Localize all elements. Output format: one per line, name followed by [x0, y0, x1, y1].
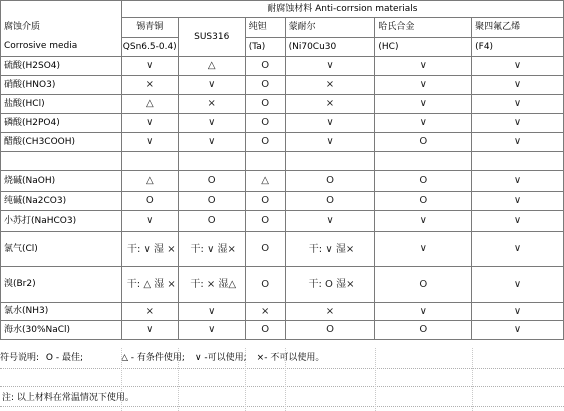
rating-value: ∨ — [146, 60, 154, 71]
rating-value: O — [419, 278, 428, 290]
col-header-4: 蒙耐尔 — [285, 18, 375, 38]
media-name-cell — [1, 232, 122, 267]
rating-cell — [472, 192, 564, 211]
rating-value: ∨ — [208, 305, 216, 317]
rating-value: O — [419, 175, 428, 186]
rating-value: × — [145, 79, 154, 90]
media-name-cell — [1, 76, 122, 95]
media-header-en: Corrosive media — [4, 41, 78, 52]
legend-item-conditional: △ - 有条件使用; — [121, 353, 185, 363]
rating-value: O — [261, 117, 270, 128]
rating-cell — [375, 133, 472, 152]
rating-cell — [178, 114, 245, 133]
rating-cell — [121, 76, 178, 95]
table-row — [1, 152, 564, 171]
rating-value: ∨ — [513, 98, 522, 109]
rating-value: ∨ — [419, 117, 427, 128]
rating-value: ∨ — [208, 136, 216, 147]
media-name-cell — [1, 133, 122, 152]
rating-value: ∨ — [326, 215, 334, 226]
rating-value: O — [419, 195, 428, 206]
rating-cell — [472, 303, 564, 321]
rating-cell — [178, 95, 245, 114]
rating-cell — [375, 321, 472, 340]
materials-title-cell — [121, 1, 563, 18]
rating-cell — [472, 267, 564, 303]
media-cn-cell — [1, 18, 122, 38]
rating-value: ∨ — [513, 215, 522, 226]
media-name-cell — [1, 192, 122, 211]
media-name: 溴(Br2) — [4, 279, 36, 289]
col-sub-1: QSn6.5-0.4) — [121, 38, 178, 57]
rating-cell — [245, 321, 285, 340]
rating-value: △ — [145, 98, 154, 109]
rating-cell — [245, 303, 285, 321]
rating-cell — [472, 232, 564, 267]
grid-line — [0, 368, 564, 369]
rating-cell — [245, 133, 285, 152]
rating-cell — [285, 321, 375, 340]
grid-line — [0, 386, 564, 387]
rating-cell — [178, 211, 245, 232]
rating-value: O — [261, 324, 270, 335]
rating-value: 干: ∨ 湿× — [308, 243, 355, 255]
rating-value: × — [325, 98, 335, 109]
header-blank-cell — [1, 1, 122, 18]
grid-line — [245, 348, 246, 411]
media-name: 烧碱(NaOH) — [4, 175, 56, 186]
media-name-cell — [1, 95, 122, 114]
rating-cell — [245, 211, 285, 232]
rating-value: ∨ — [146, 136, 154, 147]
rating-cell — [121, 114, 178, 133]
rating-value: 干: ∨ 湿× — [190, 243, 236, 255]
rating-value: ∨ — [208, 324, 216, 335]
rating-cell — [285, 114, 375, 133]
media-name-cell — [1, 152, 122, 171]
rating-cell — [178, 57, 245, 76]
rating-value: × — [325, 79, 335, 90]
rating-cell — [285, 171, 375, 192]
rating-cell — [285, 211, 375, 232]
table-row — [1, 171, 564, 192]
rating-cell — [121, 192, 178, 211]
rating-cell — [285, 192, 375, 211]
media-name: 氯气(Cl) — [4, 243, 38, 254]
rating-cell — [245, 95, 285, 114]
legend-item-best: O - 最佳; — [45, 353, 83, 363]
rating-value: O — [261, 98, 270, 109]
table-row — [1, 76, 564, 95]
rating-value: ∨ — [419, 243, 427, 254]
col-header-3: 纯钽 — [245, 18, 285, 38]
rating-value: 干: × 湿△ — [190, 279, 237, 290]
rating-cell — [121, 57, 178, 76]
rating-cell — [472, 133, 564, 152]
rating-cell — [121, 232, 178, 267]
rating-cell — [178, 171, 245, 192]
rating-value: O — [326, 324, 334, 335]
rating-cell — [375, 57, 472, 76]
rating-value: × — [260, 305, 270, 317]
media-name-cell — [1, 321, 122, 340]
media-name-cell — [1, 303, 122, 321]
rating-value: ∨ — [326, 117, 334, 128]
table-row — [1, 267, 564, 303]
rating-value: ∨ — [419, 60, 427, 71]
rating-cell — [285, 303, 375, 321]
rating-value: O — [261, 215, 270, 226]
rating-cell — [178, 303, 245, 321]
rating-cell — [375, 303, 472, 321]
legend-item-not-usable: ×- 不可以使用。 — [256, 353, 325, 363]
rating-value: O — [326, 195, 334, 206]
rating-cell — [245, 171, 285, 192]
table-row — [1, 114, 564, 133]
grid-line — [375, 348, 376, 411]
col-sub-5: (HC) — [375, 38, 472, 57]
rating-value: O — [207, 195, 216, 206]
grid-line — [0, 406, 564, 407]
rating-value: ∨ — [513, 175, 522, 186]
rating-value: O — [261, 195, 270, 206]
media-name-cell — [1, 57, 122, 76]
rating-value: 干: △ 湿 × — [126, 279, 176, 290]
rating-cell — [178, 267, 245, 303]
rating-value: ∨ — [513, 305, 522, 317]
rating-value: ∨ — [146, 117, 154, 128]
rating-value: O — [207, 215, 216, 226]
rating-value: 干: ∨ 湿 × — [126, 243, 176, 255]
media-name: 盐酸(HCl) — [4, 98, 45, 109]
rating-cell — [285, 152, 375, 171]
rating-value: ∨ — [208, 117, 216, 128]
rating-value: O — [419, 136, 428, 147]
rating-cell — [285, 57, 375, 76]
rating-cell — [285, 267, 375, 303]
rating-value: ∨ — [513, 278, 522, 290]
rating-cell — [245, 192, 285, 211]
table-row — [1, 192, 564, 211]
rating-cell — [245, 232, 285, 267]
rating-value: ∨ — [419, 215, 427, 226]
media-name: 硝酸(HNO3) — [4, 79, 56, 90]
rating-cell — [472, 57, 564, 76]
media-name-cell — [1, 211, 122, 232]
media-name: 氯水(NH3) — [4, 306, 49, 316]
rating-value: O — [419, 324, 428, 335]
media-name: 纯碱(Na2CO3) — [4, 195, 67, 206]
legend-item-usable: ∨ -可以使用; — [194, 353, 247, 363]
rating-cell — [375, 114, 472, 133]
rating-cell — [121, 267, 178, 303]
rating-value: 干: O 湿× — [308, 279, 355, 290]
grid-line — [178, 348, 179, 411]
media-name-cell — [1, 114, 122, 133]
col-header-5: 哈氏合金 — [375, 18, 472, 38]
rating-cell — [245, 267, 285, 303]
rating-value: ∨ — [419, 79, 427, 90]
rating-cell — [245, 76, 285, 95]
rating-value: ∨ — [146, 215, 154, 226]
rating-value: O — [261, 243, 270, 254]
table-row — [1, 133, 564, 152]
rating-cell — [178, 76, 245, 95]
rating-value: ∨ — [513, 243, 522, 254]
table-row — [1, 95, 564, 114]
rating-cell — [121, 152, 178, 171]
rating-value: △ — [207, 60, 216, 71]
rating-cell — [375, 152, 472, 171]
rating-cell — [472, 321, 564, 340]
legend-label: 符号说明: — [0, 353, 42, 363]
rating-cell — [472, 171, 564, 192]
rating-cell — [375, 211, 472, 232]
rating-value: ∨ — [513, 60, 522, 71]
rating-cell — [178, 152, 245, 171]
rating-cell — [178, 192, 245, 211]
rating-value: ∨ — [513, 117, 522, 128]
grid-line — [472, 348, 473, 411]
rating-cell — [178, 321, 245, 340]
table-row — [1, 321, 564, 340]
rating-cell — [121, 321, 178, 340]
rating-value: O — [261, 60, 270, 71]
rating-value: ∨ — [326, 60, 334, 71]
rating-cell — [375, 76, 472, 95]
footnote: 注: 以上材料在常温情况下使用。 — [2, 393, 134, 403]
rating-cell — [178, 133, 245, 152]
media-header-cn: 腐蚀介质 — [4, 22, 41, 32]
media-en-cell — [1, 38, 122, 57]
rating-value: O — [261, 136, 270, 147]
rating-value: O — [145, 195, 154, 206]
rating-cell — [472, 76, 564, 95]
table-row — [1, 232, 564, 267]
rating-cell — [472, 211, 564, 232]
table-row — [1, 57, 564, 76]
media-name: 醋酸(CH3COOH) — [4, 136, 76, 147]
rating-value: × — [145, 305, 154, 317]
rating-value: O — [261, 278, 270, 290]
media-name: 硫酸(H2SO4) — [4, 60, 61, 71]
legend-row — [0, 348, 564, 368]
rating-cell — [121, 171, 178, 192]
media-name: 海水(30%NaCl) — [4, 324, 71, 335]
materials-title: 耐腐蚀材料 Anti-corrsion materials — [267, 3, 418, 14]
media-name: 小苏打(NaHCO3) — [4, 215, 77, 226]
rating-cell — [121, 95, 178, 114]
rating-value: ∨ — [146, 324, 154, 335]
media-name-cell — [1, 267, 122, 303]
rating-value: × — [325, 305, 335, 317]
col-sub-4: (Ni70Cu30 — [285, 38, 375, 57]
table-row — [1, 211, 564, 232]
rating-cell — [375, 192, 472, 211]
rating-value: O — [207, 175, 216, 186]
rating-value: △ — [261, 175, 269, 186]
col-header-2: SUS316 — [178, 18, 245, 57]
rating-cell — [472, 114, 564, 133]
rating-value: ∨ — [513, 136, 522, 147]
rating-cell — [121, 303, 178, 321]
rating-value: ∨ — [513, 195, 522, 206]
col-header-1: 锡青铜 — [121, 18, 178, 38]
media-name-cell — [1, 171, 122, 192]
grid-line — [285, 348, 286, 411]
rating-value: O — [326, 175, 334, 186]
rating-cell — [245, 57, 285, 76]
rating-value: × — [207, 98, 216, 109]
rating-cell — [178, 232, 245, 267]
rating-value: ∨ — [208, 79, 216, 90]
rating-cell — [375, 267, 472, 303]
rating-value: O — [261, 79, 270, 90]
rating-cell — [375, 171, 472, 192]
rating-cell — [245, 114, 285, 133]
rating-cell — [121, 133, 178, 152]
rating-cell — [285, 95, 375, 114]
rating-cell — [285, 232, 375, 267]
rating-value: ∨ — [419, 305, 427, 317]
rating-value: ∨ — [513, 79, 522, 90]
rating-cell — [472, 95, 564, 114]
rating-value: △ — [145, 175, 154, 186]
rating-value: ∨ — [419, 98, 427, 109]
rating-cell — [285, 76, 375, 95]
rating-cell — [245, 152, 285, 171]
media-name: 磷酸(H2PO4) — [4, 117, 60, 128]
rating-value: ∨ — [326, 136, 334, 147]
rating-cell — [375, 232, 472, 267]
col-sub-6: (F4) — [472, 38, 564, 57]
rating-cell — [472, 152, 564, 171]
rating-cell — [121, 211, 178, 232]
rating-cell — [375, 95, 472, 114]
col-sub-3: (Ta) — [245, 38, 285, 57]
rating-value: ∨ — [513, 324, 522, 335]
col-header-6: 聚四氟乙烯 — [472, 18, 564, 38]
table-row — [1, 303, 564, 321]
rating-cell — [285, 133, 375, 152]
